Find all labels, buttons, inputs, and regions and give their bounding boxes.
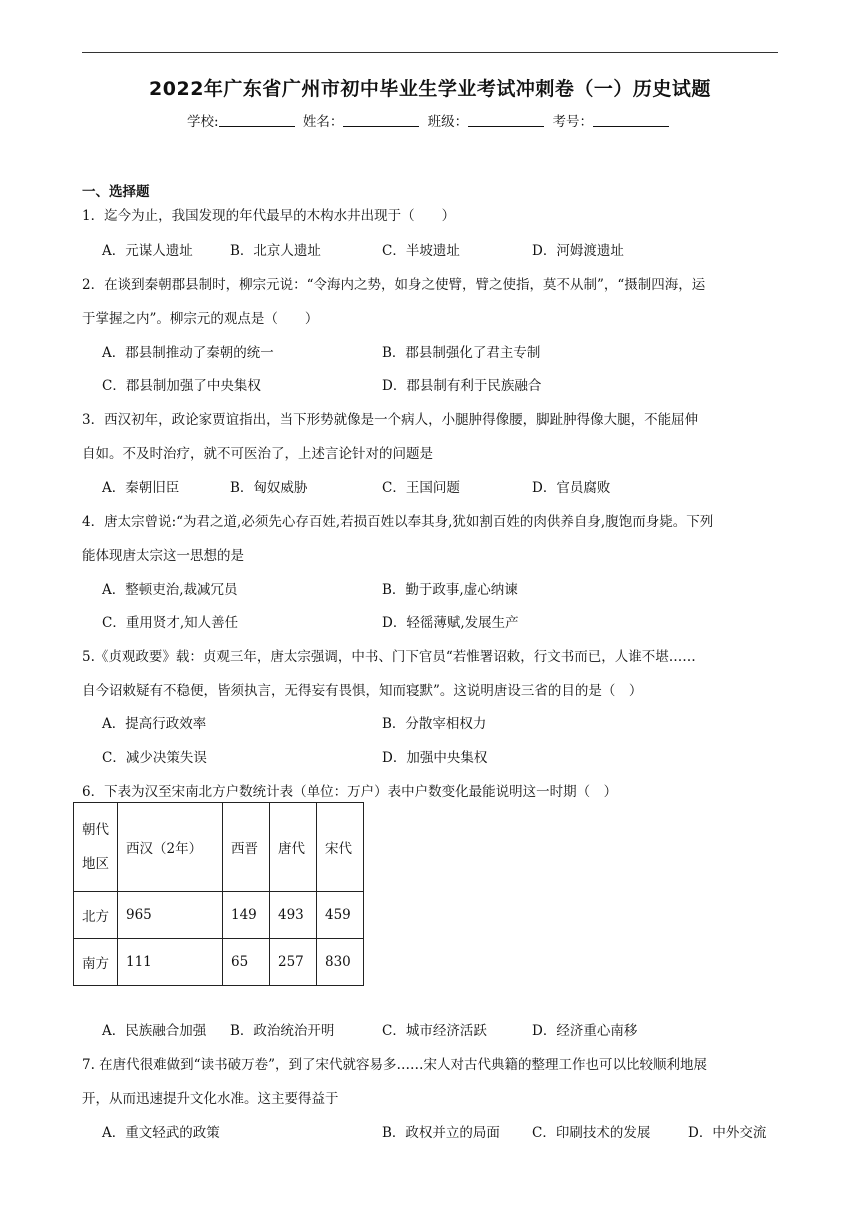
q3-option-d[interactable]: D．官员腐败 <box>532 480 611 496</box>
q2-option-b[interactable]: B．郡县制强化了君主专制 <box>382 345 541 361</box>
exam-no-blank[interactable] <box>593 114 669 127</box>
col-header-song: 宋代 <box>317 803 364 892</box>
table-row <box>74 892 364 939</box>
col-header-tang: 唐代 <box>270 803 317 892</box>
question-2-stem-line1: 2．在谈到秦朝郡县制时，柳宗元说：“令海内之势，如身之使臂，臂之使指，莫不从制”，“摄制四海，运 <box>82 277 706 293</box>
table-cell: 459 <box>317 892 364 939</box>
table-cell: 830 <box>317 939 364 986</box>
q7-option-d[interactable]: D．中外交流 <box>688 1125 767 1141</box>
household-stats-table <box>73 802 364 986</box>
class-blank[interactable] <box>468 114 544 127</box>
exam-no-label: 考号： <box>552 114 593 130</box>
table-row <box>74 939 364 986</box>
question-3-stem-line1: 3．西汉初年，政论家贾谊指出，当下形势就像是一个病人，小腿肿得像腰，脚趾肿得像大腿，不能屈伸 <box>82 412 699 428</box>
q5-option-b[interactable]: B．分散宰相权力 <box>382 716 487 732</box>
q5-option-a[interactable]: A．提高行政效率 <box>102 716 207 732</box>
col-header-western-han: 西汉（2年） <box>118 803 223 892</box>
q4-option-b[interactable]: B．勤于政事,虚心纳谏 <box>382 582 518 598</box>
q1-option-d[interactable]: D．河姆渡遗址 <box>532 243 624 259</box>
student-info-line <box>0 110 860 130</box>
corner-region-label: 地区 <box>82 856 109 872</box>
question-5-stem-line2: 自今诏敕疑有不稳便，皆须执言，无得妄有畏惧，知而寝默”。这说明唐设三省的目的是（ ） <box>82 683 643 699</box>
table-cell: 965 <box>118 892 223 939</box>
q7-option-c[interactable]: C．印刷技术的发展 <box>532 1125 651 1141</box>
q1-option-a[interactable]: A．元谋人遗址 <box>102 243 193 259</box>
table-header-row <box>74 803 364 892</box>
col-header-western-jin: 西晋 <box>223 803 270 892</box>
q2-option-c[interactable]: C．郡县制加强了中央集权 <box>102 378 261 394</box>
q6-option-d[interactable]: D．经济重心南移 <box>532 1023 638 1039</box>
school-label: 学校: <box>187 114 219 130</box>
q5-option-c[interactable]: C．减少决策失误 <box>102 750 207 766</box>
name-label: 姓名： <box>302 114 344 130</box>
q7-option-a[interactable]: A．重文轻武的政策 <box>102 1125 220 1141</box>
q7-option-b[interactable]: B．政权并立的局面 <box>382 1125 500 1141</box>
q2-option-a[interactable]: A．郡县制推动了秦朝的统一 <box>102 345 274 361</box>
page-title: 2022年广东省广州市初中毕业生学业考试冲刺卷（一）历史试题 <box>149 78 711 100</box>
question-3-stem-line2: 自如。不及时治疗，就不可医治了，上述言论针对的问题是 <box>82 446 433 462</box>
q3-option-c[interactable]: C．王国问题 <box>382 480 460 496</box>
question-4-stem-line1: 4．唐太宗曾说:“为君之道,必须先心存百姓,若损百姓以奉其身,犹如割百姓的肉供养自身,腹饱而身毙。下列 <box>82 514 714 530</box>
q3-option-b[interactable]: B．匈奴威胁 <box>230 480 308 496</box>
class-label: 班级： <box>427 114 469 130</box>
name-blank[interactable] <box>343 114 419 127</box>
question-4-stem-line2: 能体现唐太宗这一思想的是 <box>82 548 244 564</box>
question-6-stem: 6．下表为汉至宋南北方户数统计表（单位：万户）表中户数变化最能说明这一时期（ ） <box>82 784 618 800</box>
q1-option-c[interactable]: C．半坡遗址 <box>382 243 460 259</box>
table-corner-cell <box>74 803 118 892</box>
q6-option-b[interactable]: B．政治统治开明 <box>230 1023 335 1039</box>
table-cell: 149 <box>223 892 270 939</box>
question-1-stem: 1．迄今为止，我国发现的年代最早的木构水井出现于（ ） <box>82 208 456 224</box>
row-label-south: 南方 <box>74 939 118 986</box>
table-cell: 65 <box>223 939 270 986</box>
q4-option-c[interactable]: C．重用贤才,知人善任 <box>102 615 239 631</box>
top-rule <box>82 52 778 53</box>
question-5-stem-line1: 5.《贞观政要》载：贞观三年，唐太宗强调，中书、门下官员“若惟署诏敕，行文书而已，人谁不堪…… <box>82 649 696 665</box>
question-2-stem-line2: 于掌握之内”。柳宗元的观点是（ ） <box>82 311 319 327</box>
corner-dynasty-label: 朝代 <box>82 822 109 838</box>
section-title: 一、选择题 <box>82 184 150 200</box>
row-label-north: 北方 <box>74 892 118 939</box>
question-7-stem-line1: 7. 在唐代很难做到“读书破万卷”，到了宋代就容易多……宋人对古代典籍的整理工作也可以比较顺利地展 <box>82 1057 707 1073</box>
q4-option-a[interactable]: A．整顿吏治,裁减冗员 <box>102 582 238 598</box>
q5-option-d[interactable]: D．加强中央集权 <box>382 750 488 766</box>
question-7-stem-line2: 开，从而迅速提升文化水准。这主要得益于 <box>82 1091 339 1107</box>
q3-option-a[interactable]: A．秦朝旧臣 <box>102 480 180 496</box>
table-cell: 493 <box>270 892 317 939</box>
q6-option-a[interactable]: A．民族融合加强 <box>102 1023 207 1039</box>
q4-option-d[interactable]: D．轻徭薄赋,发展生产 <box>382 615 519 631</box>
school-blank[interactable] <box>219 114 295 127</box>
q6-option-c[interactable]: C．城市经济活跃 <box>382 1023 487 1039</box>
q1-option-b[interactable]: B．北京人遗址 <box>230 243 321 259</box>
table-cell: 111 <box>118 939 223 986</box>
q2-option-d[interactable]: D．郡县制有利于民族融合 <box>382 378 542 394</box>
table-cell: 257 <box>270 939 317 986</box>
